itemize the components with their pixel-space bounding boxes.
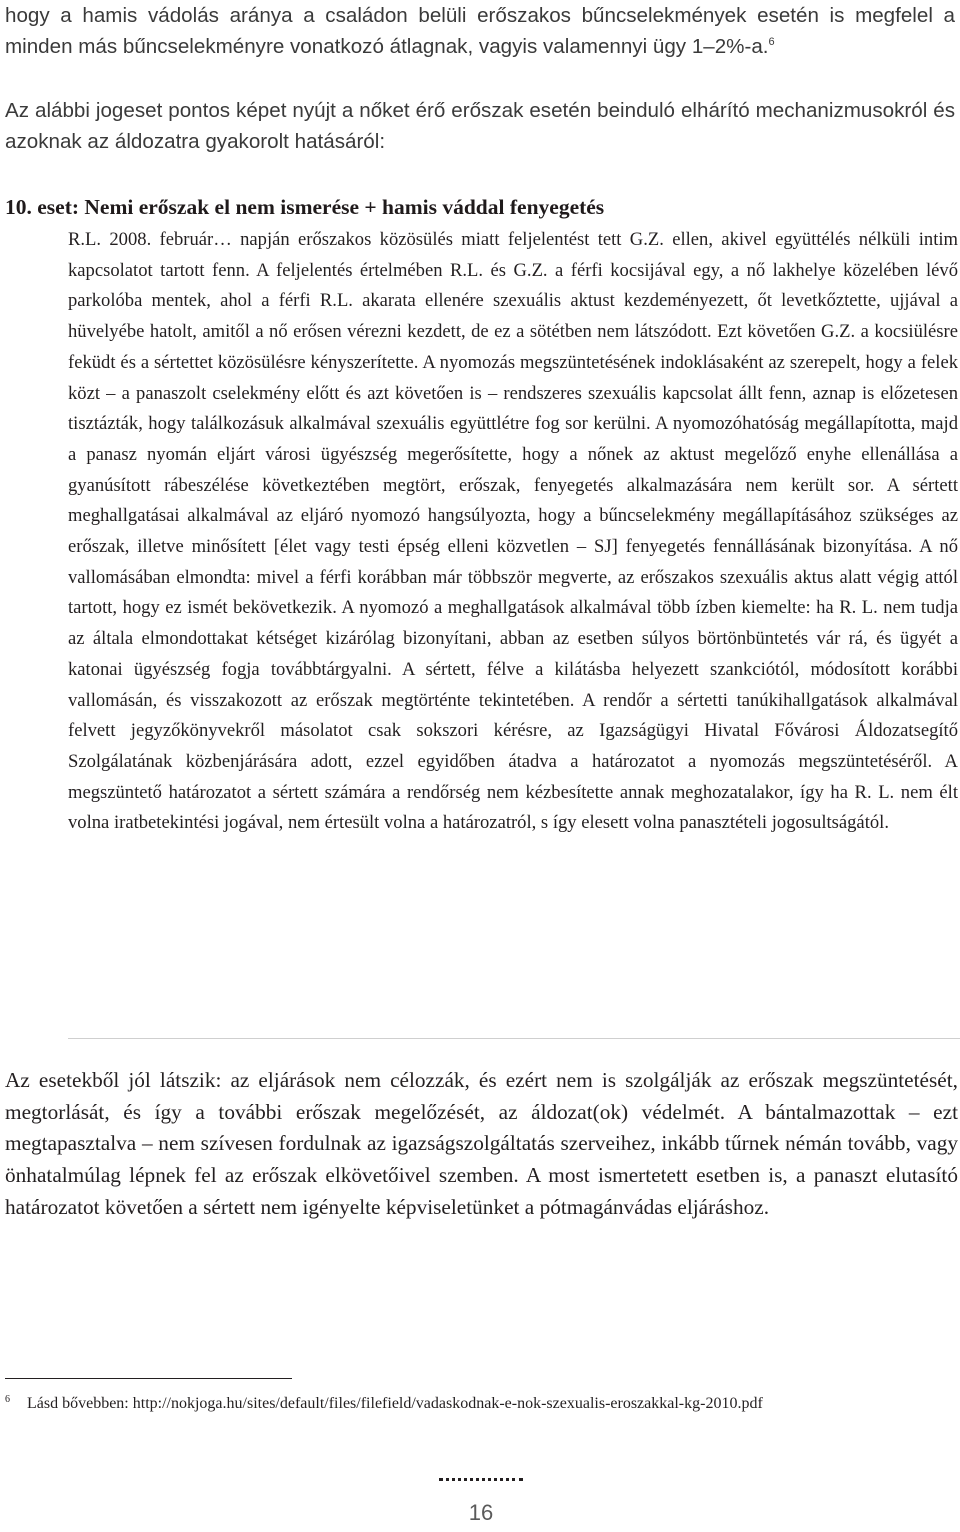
page-number-dots (439, 1478, 523, 1481)
page-number: 16 (468, 1500, 494, 1525)
case-divider (68, 1038, 960, 1039)
footnote-divider (5, 1378, 292, 1379)
footnote: 6 Lásd bővebben: http://nokjoga.hu/sites/default/files/filefield/vadaskodnak-e-nok-szexualis-eroszakkal-kg-2010.pdf (5, 1393, 763, 1412)
conclusion-paragraph: Az esetekből jól látszik: az eljárások nem célozzák, és ezért nem is szolgálják az erőszak megszüntetését, megtorlását, és így a további erőszak megelőzését, az áldozat(ok) védelmét. A bántalmazottak – ezt megtapasztalva – nem szívesen fordulnak az igazságszolgáltatás szerveihez, inkább tűrnek némán tovább, vagy önhatalmúlag lépnek fel az erőszak elkövetőivel szemben. A most ismertetett esetben is, a panaszt elutasító határozatot követően a sértett nem igényelte képviseletünket a pótmagánvádas eljáráshoz. (5, 1068, 958, 1219)
intro-paragraph-1 (5, 0, 955, 62)
case-body: R.L. 2008. február… napján erőszakos közösülés miatt feljelentést tett G.Z. ellen, akivel együttélés nélküli intim kapcsolatot tartott fenn. A feljelentés értelmében R.L. és G.Z. a férfi kocsijával egy, a nő lakhelye közelében lévő parkolóba mentek, ahol a férfi R.L. akarata ellenére szexuális aktust kezdeményezett, őt levetkőztette, ujjával a hüvelyébe hatolt, amitől a nő erősen vérezni kezdett, de ez a sötétben nem látszódott. Ezt követően G.Z. a kocsiülésre feküdt és a sértettet közösülésre kényszerítette. A nyomozás megszüntetésének indoklásaként az szerepelt, hogy a felek közt – a panaszolt cselekmény előtt és azt követően is – rendszeres szexuális kapcsolat állt fenn, aznap is előzetesen tisztázták, hogy találkozásuk alkalmával szexuális együttlétre fog sor kerülni. A nyomozóhatóság megállapította, majd a panasz nyomán eljárt városi ügyészség megerősítette, hogy a nőnek az aktust megelőző enyhe ellenállása a gyanúsított rábeszélése következtében megtört, erőszak, fenyegetés alkalmazására nem került sor. A sértett meghallgatásai alkalmával az eljáró nyomozó hangsúlyozta, hogy a bűncselekmény megállapításához szükséges az erőszak, illetve minősített [élet vagy testi épség elleni közvetlen – SJ] fenyegetés fennállásának bizonyítása. A nő vallomásában elmondta: mivel a férfi korábban már többször megverte, az erőszakos szexuális aktus alatt végig attól tartott, hogy ez ismét bekövetkezik. A nyomozó a meghallgatások alkalmával több ízben kiemelte: ha R. L. nem tudja az általa elmondottakat kétséget kizárólag bizonyítani, abban az esetben súlyos börtönbüntetés vár rá, és ügyét a katonai ügyészség fogja továbbtárgyalni. A sértett, félve a kilátásba helyezett szankciótól, módosított korábbi vallomásán, és visszakozott az erőszak megtörténte tekintetében. A rendőr a sértetti tanúkihallgatások alkalmával felvett jegyzőkönyvekről másolatot csak sokszori kérésre, az Igazságügyi Hivatal Fővárosi Áldozatsegítő Szolgálatának közbenjárására adott, ezzel egyidőben átadva a határozatot a nyomozás megszüntetéséről. A megszüntető határozatot a sértett számára a rendőrség nem kézbesítette annak meghozatalakor, így ha R. L. nem élt volna iratbetekintési jogával, nem értesült volna a határozatról, s így elesett volna panasztételi jogosultságától. (68, 229, 958, 834)
intro-paragraph-1-text: hogy a hamis vádolás aránya a családon belüli erőszakos bűncselekmények esetén is megfelel a minden más bűncselekményre vonatkozó átlagnak, vagyis valamennyi ügy 1–2%-a. (5, 4, 955, 58)
intro-paragraph-2: Az alábbi jogeset pontos képet nyújt a nőket érő erőszak esetén beinduló elhárító mechanizmusokról és azoknak az áldozatra gyakorolt hatásáról: (5, 99, 955, 153)
footnote-reference[interactable]: 6 (768, 36, 775, 49)
case-title: 10. eset: Nemi erőszak el nem ismerése + hamis váddal fenyegetés (5, 195, 605, 219)
footnote-text[interactable]: Lásd bővebben: http://nokjoga.hu/sites/default/files/filefield/vadaskodnak-e-nok-szexualis-eroszakkal-kg-2010.pdf (27, 1395, 763, 1412)
